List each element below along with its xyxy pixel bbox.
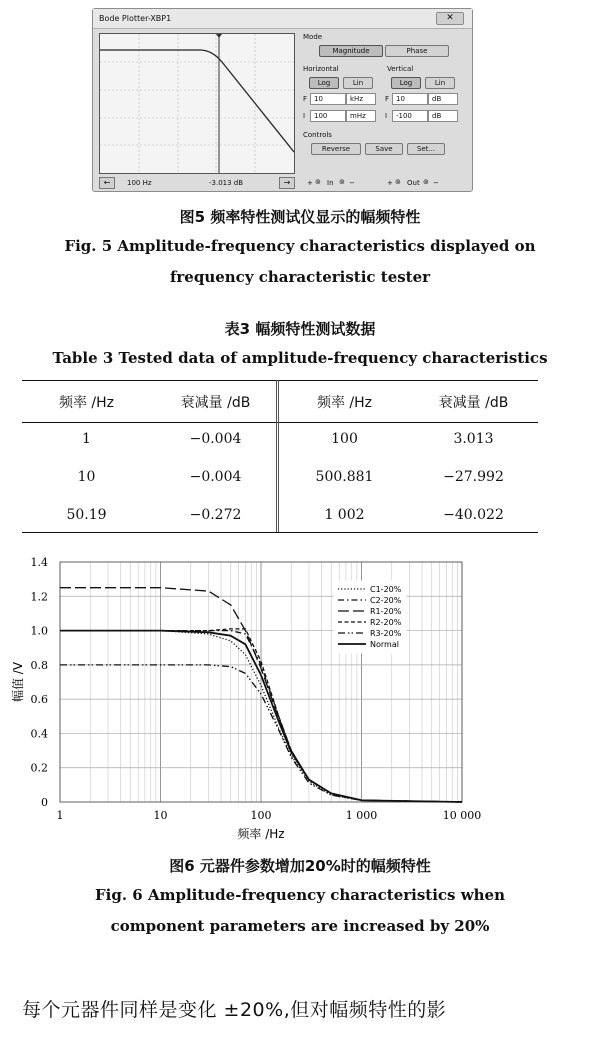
x-tick-label: 10 bbox=[153, 809, 168, 822]
in-minus-terminal[interactable]: − bbox=[349, 179, 355, 187]
window-title: Bode Plotter-XBP1 bbox=[99, 14, 172, 23]
fig6-caption-en-line2: component parameters are increased by 20% bbox=[110, 917, 490, 935]
y-tick-label: 0.6 bbox=[30, 693, 48, 707]
horizontal-lin-button[interactable]: Lin bbox=[343, 77, 373, 89]
bode-plotter-window bbox=[92, 8, 473, 192]
table3 bbox=[22, 380, 538, 533]
y-tick-label: 0 bbox=[41, 796, 48, 809]
vertical-log-button[interactable]: Log bbox=[391, 77, 421, 89]
vertical-label: Vertical bbox=[387, 65, 414, 73]
out-minus-terminal[interactable]: − bbox=[433, 179, 439, 187]
cursor-right-button[interactable]: → bbox=[279, 177, 295, 189]
legend-entry: Normal bbox=[370, 640, 399, 649]
fig6-chart-svg bbox=[0, 548, 600, 848]
table-header-cell: 频率 /Hz bbox=[58, 395, 115, 411]
x-tick-label: 100 bbox=[250, 809, 272, 822]
table-cell: 500.881 bbox=[315, 469, 374, 485]
close-icon[interactable]: ✕ bbox=[436, 12, 464, 25]
fig5-caption-cn: 图5 频率特性测试仪显示的幅频特性 bbox=[179, 208, 421, 226]
in-plus-terminal[interactable]: + bbox=[307, 179, 313, 187]
table-cell: −0.004 bbox=[189, 469, 242, 485]
h-initial-input[interactable]: 100 bbox=[310, 110, 346, 122]
h-initial-prefix: I bbox=[303, 112, 306, 120]
table-header-rule bbox=[22, 422, 538, 423]
h-final-input[interactable]: 10 bbox=[310, 93, 346, 105]
table-cell: −40.022 bbox=[443, 507, 504, 523]
bode-display-screen bbox=[99, 33, 295, 174]
table-cell: 1 bbox=[82, 431, 91, 447]
x-tick-label: 1 000 bbox=[345, 809, 378, 822]
h-initial-unit[interactable]: mHz bbox=[346, 110, 376, 122]
window-titlebar[interactable] bbox=[93, 9, 472, 29]
fig6-caption-cn: 图6 元器件参数增加20%时的幅频特性 bbox=[169, 857, 431, 875]
body-text: 每个元器件同样是变化 ±20%,但对幅频特性的影 bbox=[22, 999, 447, 1021]
table3-title-cn: 表3 幅频特性测试数据 bbox=[224, 320, 376, 338]
terminal-icon[interactable]: ⊚ bbox=[395, 178, 401, 186]
out-plus-terminal[interactable]: + bbox=[387, 179, 393, 187]
controls-label: Controls bbox=[303, 131, 332, 139]
table-bottom-rule bbox=[22, 532, 538, 533]
reverse-button[interactable]: Reverse bbox=[311, 143, 361, 155]
table-header-cell: 频率 /Hz bbox=[316, 395, 373, 411]
v-initial-unit[interactable]: dB bbox=[428, 110, 458, 122]
readout-gain: -3.013 dB bbox=[209, 179, 244, 187]
table-top-rule bbox=[22, 380, 538, 381]
v-initial-input[interactable]: -100 bbox=[392, 110, 428, 122]
vertical-lin-button[interactable]: Lin bbox=[425, 77, 455, 89]
readout-bar bbox=[99, 177, 295, 189]
fig6-chart bbox=[0, 548, 600, 848]
y-axis-label: 幅值 /V bbox=[11, 661, 25, 703]
control-panel bbox=[303, 33, 468, 193]
horizontal-log-button[interactable]: Log bbox=[309, 77, 339, 89]
table-cell: −0.272 bbox=[189, 507, 242, 523]
table-cell: 1 002 bbox=[324, 507, 365, 523]
table3-title-en: Table 3 Tested data of amplitude-frequency characteristics bbox=[52, 349, 548, 367]
fig6-caption-en-line1: Fig. 6 Amplitude-frequency characteristics when bbox=[95, 886, 505, 904]
v-final-input[interactable]: 10 bbox=[392, 93, 428, 105]
y-tick-label: 0.8 bbox=[30, 658, 48, 672]
y-tick-label: 1.2 bbox=[30, 590, 48, 604]
table-header-cell: 衰减量 /dB bbox=[180, 395, 251, 411]
v-initial-prefix: I bbox=[385, 112, 388, 120]
terminal-icon[interactable]: ⊚ bbox=[339, 178, 345, 186]
y-tick-label: 0.4 bbox=[30, 727, 48, 741]
phase-button[interactable]: Phase bbox=[385, 45, 449, 57]
table-cell: −27.992 bbox=[443, 469, 504, 485]
legend-entry: C2-20% bbox=[370, 596, 402, 605]
legend-entry: R2-20% bbox=[370, 618, 402, 627]
fig5-caption-en-line2: frequency characteristic tester bbox=[169, 268, 431, 286]
legend-entry: R1-20% bbox=[370, 607, 402, 616]
fig5-caption-en-line1: Fig. 5 Amplitude-frequency characteristics displayed on bbox=[64, 237, 536, 255]
save-button[interactable]: Save bbox=[365, 143, 403, 155]
y-tick-label: 1.4 bbox=[30, 556, 48, 569]
bode-display-plot bbox=[100, 34, 294, 173]
cursor-left-button[interactable]: ← bbox=[99, 177, 115, 189]
table-cell: 10 bbox=[77, 469, 96, 485]
mode-label: Mode bbox=[303, 33, 323, 41]
table-cell: 100 bbox=[331, 431, 358, 447]
v-final-unit[interactable]: dB bbox=[428, 93, 458, 105]
h-final-unit[interactable]: kHz bbox=[346, 93, 376, 105]
table-cell: 3.013 bbox=[453, 431, 494, 447]
y-tick-label: 0.2 bbox=[30, 761, 48, 775]
terminal-icon[interactable]: ⊚ bbox=[315, 178, 321, 186]
table-header-cell: 衰减量 /dB bbox=[438, 395, 509, 411]
out-label: Out bbox=[407, 179, 420, 187]
legend-entry: R3-20% bbox=[370, 629, 402, 638]
in-label: In bbox=[327, 179, 334, 187]
v-final-prefix: F bbox=[385, 95, 390, 103]
x-tick-label: 1 bbox=[56, 809, 64, 822]
magnitude-button[interactable]: Magnitude bbox=[319, 45, 383, 57]
y-tick-label: 1.0 bbox=[30, 624, 48, 638]
set-button[interactable]: Set... bbox=[407, 143, 445, 155]
terminal-icon[interactable]: ⊚ bbox=[423, 178, 429, 186]
x-axis-label: 频率 /Hz bbox=[237, 827, 285, 841]
horizontal-label: Horizontal bbox=[303, 65, 339, 73]
table-cell: −0.004 bbox=[189, 431, 242, 447]
table-cell: 50.19 bbox=[66, 507, 107, 523]
bode-magnitude-curve bbox=[100, 50, 294, 152]
legend-entry: C1-20% bbox=[370, 585, 402, 594]
h-final-prefix: F bbox=[303, 95, 308, 103]
readout-frequency: 100 Hz bbox=[127, 179, 152, 187]
x-tick-label: 10 000 bbox=[442, 809, 482, 822]
